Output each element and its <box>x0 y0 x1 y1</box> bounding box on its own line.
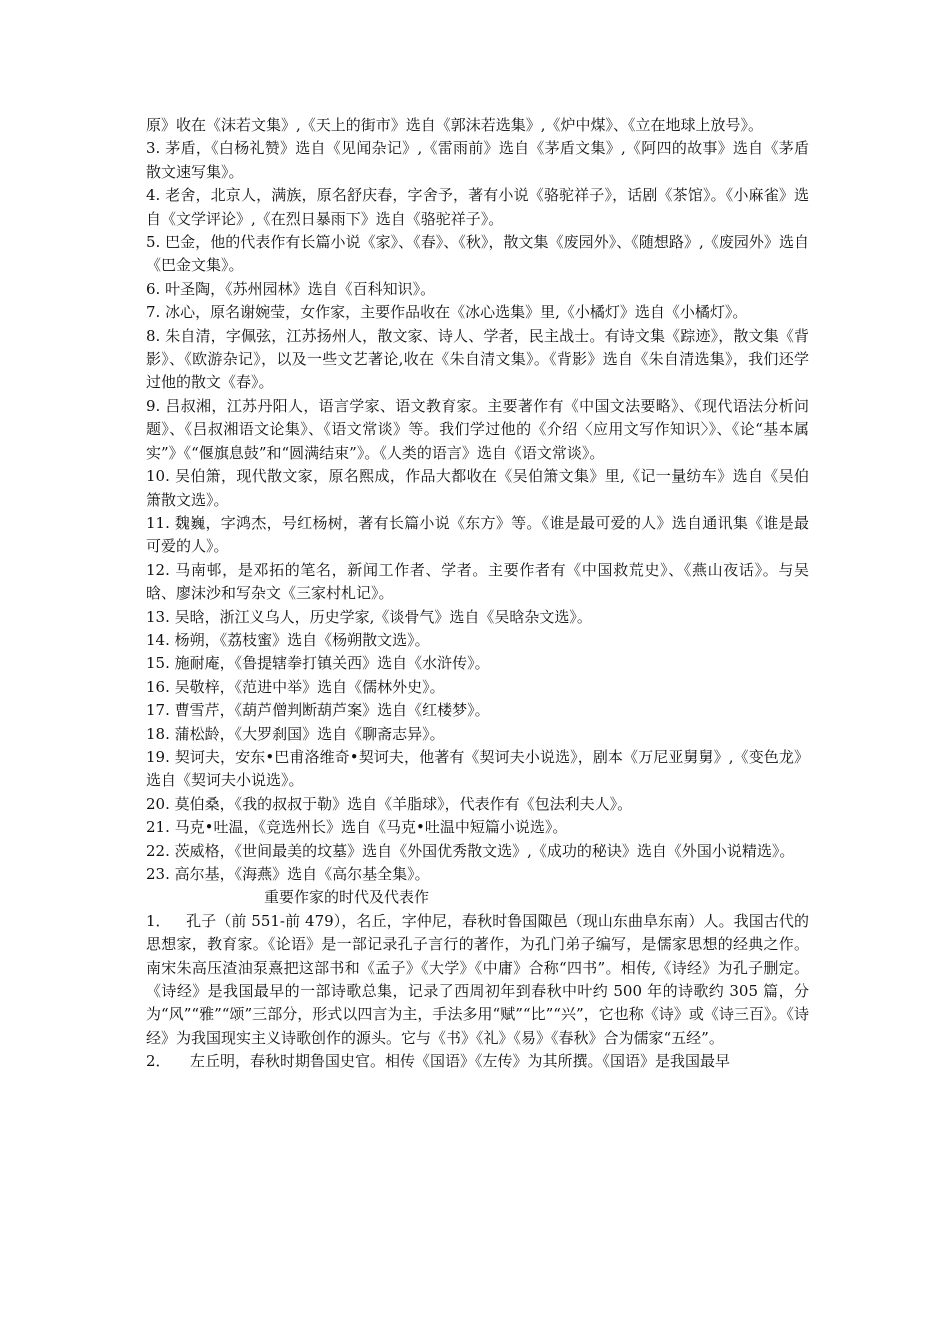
paragraph: 20. 莫伯桑，《我的叔叔于勒》选自《羊脂球》，代表作有《包法利夫人》。 <box>146 794 633 813</box>
paragraph: 4. 老舍，北京人，满族，原名舒庆春，字舍予，著有小说《骆驼祥子》，话剧《茶馆》。《小麻雀》选自《文学评论》,《在烈日暴雨下》选自《骆驼祥子》。 <box>146 186 809 228</box>
paragraph: 原》收在《沫若文集》,《天上的街市》选自《郭沫若选集》,《炉中煤》、《立在地球上放号》。 <box>146 116 764 134</box>
entry-text: 孔子（前 551-前 479），名丘，字仲尼，春秋时鲁国陬邑（现山东曲阜东南）人。我国古代的思想家，教育家。《论语》是一部记录孔子言行的著作，为孔门弟子编写，是儒家思想的经典之作。南宋朱高压渣油泵熹把这部书和《孟子》《大学》《中庸》合称“四书”。相传,《诗经》为孔子删定。《诗经》是我国最早的一部诗歌总集，记录了西周初年到春秋中叶约 500 年的诗歌约 305 篇，分为“风”“雅”“颂”三部分，形式以四言为主，手法多用“赋”“比”“兴”，它也称《诗》或《诗三百》。《诗经》为我国现实主义诗歌创作的源头。它与《书》《礼》《易》《春秋》合为儒家“五经”。 <box>146 911 809 1047</box>
paragraph: 3. 茅盾，《白杨礼赞》选自《见闻杂记》,《雷雨前》选自《茅盾文集》,《阿四的故事》选自《茅盾散文速写集》。 <box>146 139 809 181</box>
paragraph: 22. 茨威格，《世间最美的坟墓》选自《外国优秀散文选》,《成功的秘诀》选自《外国小说精选》。 <box>146 841 795 860</box>
paragraph: 17. 曹雪芹，《葫芦僧判断葫芦案》选自《红楼梦》。 <box>146 701 490 720</box>
paragraph: 7. 冰心，原名谢婉莹，女作家，主要作品收在《冰心选集》里,《小橘灯》选自《小橘灯》。 <box>146 303 748 322</box>
document-page <box>146 114 809 1074</box>
entry-number: 1． <box>146 911 171 930</box>
author-entry <box>146 1050 809 1073</box>
paragraph: 14. 杨朔，《荔枝蜜》选自《杨朔散文选》。 <box>146 630 430 649</box>
paragraph: 10. 吴伯箫，现代散文家，原名熙成，作品大都收在《吴伯箫文集》里,《记一量纺车》选自《吴伯箫散文选》。 <box>146 467 809 509</box>
paragraph: 18. 蒲松龄，《大罗刹国》选自《聊斋志异》。 <box>146 724 445 743</box>
paragraph: 9. 吕叔湘，江苏丹阳人，语言学家、语文教育家。主要著作有《中国文法要略》、《现代语法分析问题》、《吕叔湘语文论集》、《语文常谈》等。我们学过他的《介绍〈应用文写作知识〉》、《论“基本属实”》《“偃旗息鼓”和“圆满结束”》。《人类的语言》选自《语文常谈》。 <box>146 396 809 462</box>
paragraph: 6. 叶圣陶，《苏州园林》选自《百科知识》。 <box>146 279 436 298</box>
paragraph: 8. 朱自清，字佩弦，江苏扬州人，散文家、诗人、学者，民主战士。有诗文集《踪迹》，散文集《背影》、《欧游杂记》，以及一些文艺著论,收在《朱自清文集》。《背影》选自《朱自清选集》，我们还学过他的散文《春》。 <box>146 326 809 392</box>
paragraph: 23. 高尔基，《海燕》选自《高尔基全集》。 <box>146 865 430 883</box>
entry-number: 2． <box>146 1052 171 1071</box>
section-title: 重要作家的时代及代表作 <box>264 888 430 907</box>
paragraph: 12. 马南邨，是邓拓的笔名，新闻工作者、学者。主要作者有《中国救荒史》、《燕山夜话》。与吴晗、廖沫沙和写杂文《三家村札记》。 <box>146 560 809 603</box>
paragraph: 11. 魏巍，字鸿杰，号红杨树，著有长篇小说《东方》等。《谁是最可爱的人》选自通讯集《谁是最可爱的人》。 <box>146 513 809 556</box>
paragraph: 13. 吴晗，浙江义乌人，历史学家,《谈骨气》选自《吴晗杂文选》。 <box>146 607 592 626</box>
paragraph: 16. 吴敬梓，《范进中举》选自《儒林外史》。 <box>146 677 445 696</box>
paragraph: 15. 施耐庵，《鲁提辖拳打镇关西》选自《水浒传》。 <box>146 654 490 673</box>
paragraph: 21. 马克•吐温，《竞选州长》选自《马克•吐温中短篇小说选》。 <box>146 818 568 837</box>
paragraph: 19. 契诃夫，安东•巴甫洛维奇•契诃夫，他著有《契诃夫小说选》，剧本《万尼亚舅舅》,《变色龙》选自《契诃夫小说选》。 <box>146 747 809 790</box>
paragraph: 5. 巴金，他的代表作有长篇小说《家》、《春》、《秋》，散文集《废园外》、《随想路》,《废园外》选自《巴金文集》。 <box>146 233 809 275</box>
author-entry <box>146 910 809 1050</box>
entry-text: 左丘明，春秋时期鲁国史官。相传《国语》《左传》为其所撰。《国语》是我国最早 <box>190 1052 731 1071</box>
